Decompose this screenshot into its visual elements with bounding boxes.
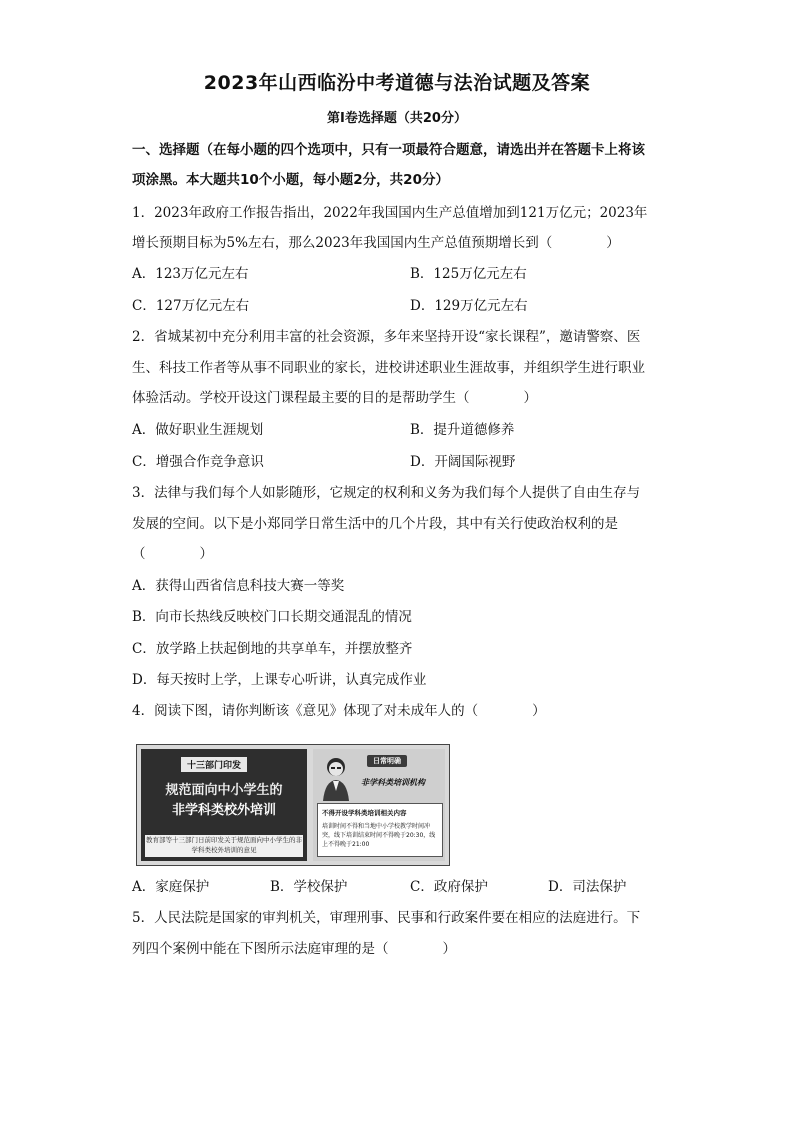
- q4-option-c: C．政府保护: [410, 879, 488, 895]
- q4-figure-image: [136, 744, 450, 866]
- q4-stem: 4．阅读下图，请你判断该《意见》体现了对未成年人的（ ）: [132, 703, 546, 719]
- q1-option-c: C．127万亿元左右: [132, 298, 250, 314]
- figure-subhead: 非学科类培训机构: [361, 778, 425, 787]
- figure-box-body: 培训时间不得和当地中小学校教学时间冲突，线下培训结束时间不得晚于20:30，线上不得晚于21:00: [322, 823, 436, 848]
- figure-right-panel: [313, 749, 445, 861]
- figure-headline-1: 规范面向中小学生的: [165, 783, 283, 798]
- section-instruction-line-2: 项涂黑。本大题共10个小题，每小题2分，共20分）: [132, 172, 449, 188]
- q2-stem-line-3: 体验活动。学校开设这门课程最主要的目的是帮助学生（ ）: [132, 390, 537, 406]
- q1-option-d: D．129万亿元左右: [410, 298, 528, 314]
- q4-option-d: D．司法保护: [548, 879, 627, 895]
- figure-info-box: [317, 803, 443, 857]
- figure-headline-2: 非学科类校外培训: [171, 803, 276, 818]
- q3-option-c: C．放学路上扶起倒地的共享单车，并摆放整齐: [132, 641, 413, 657]
- section-instruction-line-1: 一、选择题（在每小题的四个选项中，只有一项最符合题意，请选出并在答题卡上将该: [132, 142, 645, 158]
- q1-option-a: A．123万亿元左右: [132, 266, 249, 282]
- figure-badge: 日常明确: [367, 755, 407, 767]
- q1-stem-line-1: 1．2023年政府工作报告指出，2022年我国国内生产总值增加到121万亿元；2023年: [132, 205, 648, 221]
- q2-stem-line-1: 2．省城某初中充分利用丰富的社会资源，多年来坚持开设“家长课程”，邀请警察、医: [132, 329, 641, 345]
- figure-left-panel: [141, 749, 307, 861]
- q2-option-d: D．开阔国际视野: [410, 454, 516, 470]
- q3-stem-line-2: 发展的空间。以下是小郑同学日常生活中的几个片段，其中有关行使政治权利的是: [132, 516, 618, 532]
- q2-stem-line-2: 生、科技工作者等从事不同职业的家长，进校讲述职业生涯故事，并组织学生进行职业: [132, 360, 645, 376]
- q1-option-b: B．125万亿元左右: [410, 266, 527, 282]
- q5-stem-line-2: 列四个案例中能在下图所示法庭审理的是（ ）: [132, 941, 456, 957]
- section-subtitle: 第Ⅰ卷选择题（共20分）: [327, 111, 467, 126]
- q3-stem-line-3: （ ）: [132, 546, 213, 562]
- figure-tag: 十三部门印发: [181, 757, 247, 772]
- figure-box-title: 不得开设学科类培训相关内容: [322, 809, 407, 817]
- q4-option-a: A．家庭保护: [132, 879, 210, 895]
- q1-stem-line-2: 增长预期目标为5%左右，那么2023年我国国内生产总值预期增长到（ ）: [132, 235, 620, 251]
- q3-stem-line-1: 3．法律与我们每个人如影随形，它规定的权利和义务为我们每个人提供了自由生存与: [132, 485, 641, 501]
- exam-title: 2023年山西临汾中考道德与法治试题及答案: [203, 72, 591, 94]
- q2-option-b: B．提升道德修养: [410, 422, 515, 438]
- q3-option-d: D．每天按时上学，上课专心听讲，认真完成作业: [132, 672, 427, 688]
- q5-stem-line-1: 5．人民法院是国家的审判机关，审理刑事、民事和行政案件要在相应的法庭进行。下: [132, 910, 641, 926]
- q2-option-a: A．做好职业生涯规划: [132, 422, 264, 438]
- q3-option-a: A．获得山西省信息科技大赛一等奖: [132, 578, 345, 594]
- q4-option-b: B．学校保护: [270, 879, 348, 895]
- person-illustration-icon: [319, 755, 353, 801]
- q3-option-b: B．向市长热线反映校门口长期交通混乱的情况: [132, 609, 412, 625]
- q2-option-c: C．增强合作竞争意识: [132, 454, 264, 470]
- figure-caption: 教育部等十三部门日前印发关于规范面向中小学生的非学科类校外培训的意见: [145, 835, 303, 857]
